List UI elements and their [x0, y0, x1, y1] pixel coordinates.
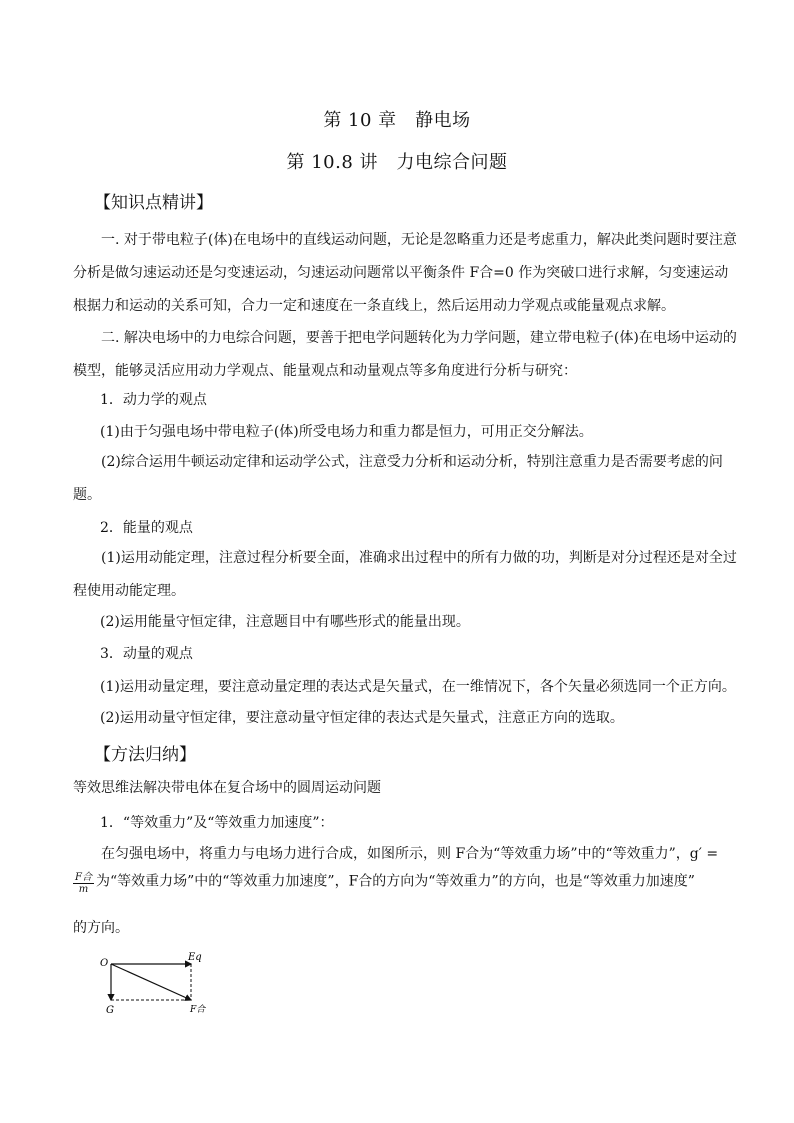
equivalent-gravity-text-2: 为“等效重力场”中的“等效重力加速度”，F合的方向为“等效重力”的方向，也是“等效重力加速度”	[95, 873, 695, 890]
energy-point-2: (2)运用能量守恒定律，注意题目中有哪些形式的能量出现。	[100, 614, 470, 630]
dynamics-point-2: (2)综合运用牛顿运动定律和运动学公式，注意受力分析和运动分析，特别注意重力是否需要考虑的问题。	[73, 454, 723, 503]
label-eq: Eq	[188, 952, 202, 963]
paragraph-1: 一. 对于带电粒子(体)在电场中的直线运动问题，无论是忽略重力还是考虑重力，解决此类问题时要注意分析是做匀速运动还是匀变速运动，匀速运动问题常以平衡条件 F合=0 作为突破口进行求解，匀变速运动根据力和运动的关系可知，合力一定和速度在一条直线上，然后运用动力学观点或能量观点求解。	[73, 232, 737, 314]
force-diagram-svg	[96, 950, 216, 1020]
method-intro: 等效思维法解决带电体在复合场中的圆周运动问题	[73, 780, 381, 796]
heading-momentum: 3．动量的观点	[100, 646, 193, 662]
force-diagram	[96, 950, 216, 1024]
heading-dynamics: 1．动力学的观点	[100, 392, 207, 408]
paragraph-2: 二. 解决电场中的力电综合问题，要善于把电学问题转化为力学问题，建立带电粒子(体)在电场中运动的模型，能够灵活应用动力学观点、能量观点和动量观点等多角度进行分析与研究：	[73, 330, 737, 379]
resultant-force-arrow	[111, 964, 191, 1000]
label-o: O	[100, 958, 109, 969]
heading-equivalent-gravity: 1．“等效重力”及“等效重力加速度”：	[100, 815, 334, 831]
section-method-heading: 【方法归纳】	[94, 745, 196, 765]
fraction-F-over-m	[73, 868, 94, 895]
fraction-denominator: m	[78, 884, 89, 895]
chapter-title: 第 10 章 静电场	[323, 110, 471, 131]
energy-point-1: (1)运用动能定理，注意过程分析要全面，准确求出过程中的所有力做的功，判断是对分过程还是对全过程使用动能定理。	[73, 550, 737, 599]
momentum-point-2: (2)运用动量守恒定律，要注意动量守恒定律的表达式是矢量式，注意正方向的选取。	[100, 710, 624, 726]
section-knowledge-heading: 【知识点精讲】	[94, 193, 213, 213]
equivalent-gravity-text-1: 在匀强电场中，将重力与电场力进行合成，如图所示，则 F合为“等效重力场”中的“等效重力”，g′ =	[101, 846, 719, 862]
heading-energy: 2．能量的观点	[100, 520, 193, 536]
equivalent-gravity-text-3: 的方向。	[73, 920, 129, 936]
lecture-title: 第 10.8 讲 力电综合问题	[286, 152, 508, 173]
momentum-point-1: (1)运用动量定理，要注意动量定理的表达式是矢量式，在一维情况下，各个矢量必须选同一个正方向。	[100, 679, 736, 695]
equivalent-gravity-line-2	[73, 868, 737, 895]
fraction-numerator: F合	[73, 868, 94, 884]
dynamics-point-1: (1)由于匀强电场中带电粒子(体)所受电场力和重力都是恒力，可用正交分解法。	[100, 424, 593, 440]
label-f: F合	[190, 1005, 206, 1015]
label-g: G	[106, 1005, 114, 1016]
